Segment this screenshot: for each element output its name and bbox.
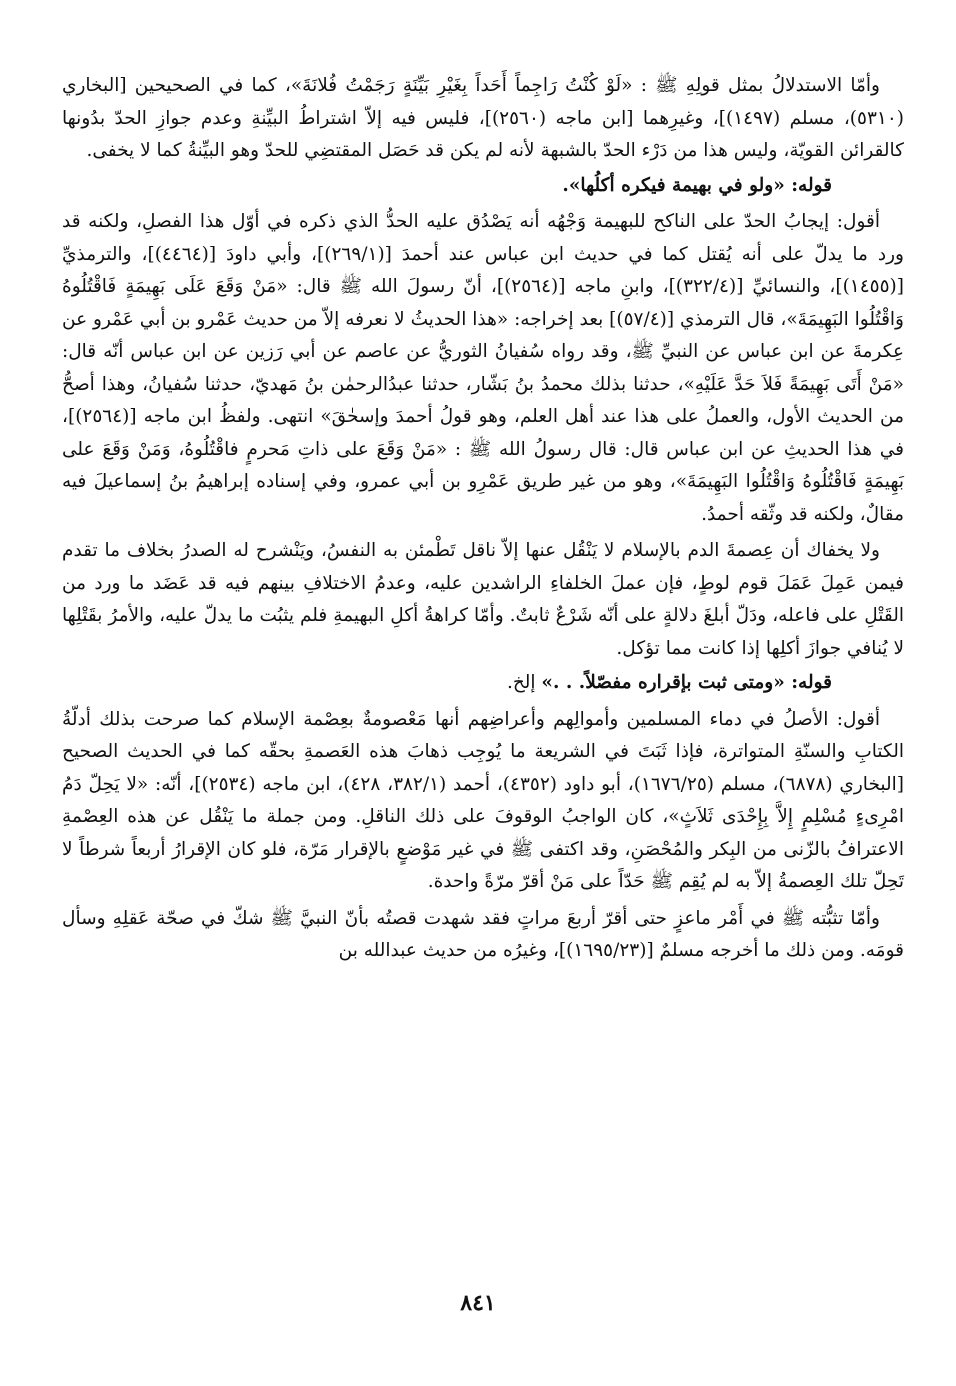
paragraph-2: أقول: إيجابُ الحدّ على الناكح للبهيمة وَجْهُه أنه يَصْدُق عليه الحدُّ الذي ذكره في أوّل هذا الفصلِ، ولكنه قد ورد ما يدلّ على أنه يُقتل كما في حديث ابن عباس عند أحمدَ [(٢٦٩/١)]، وأبي داودَ [(٤٤٦٤)]، والترمذيِّ [(١٤٥٥)]، والنسائيِّ [(٣٢٢/٤)]، وابنِ ماجه [(٢٥٦٤)]، أنّ رسولَ الله ﷺ قال: «مَنْ وَقَعَ عَلَى بَهِيمَةٍ فَاقْتُلُوهُ وَاقْتُلُوا البَهِيمَةَ»، قال الترمذي [(٥٧/٤)] بعد إخراجه: «هذا الحديثُ لا نعرفه إلاّ من حديث عَمْرو بن أبي عَمْرو عن عِكرمةَ عن ابن عباس عن النبيِّ ﷺ، وقد رواه سُفيانُ الثوريُّ عن عاصم عن أبي رَزين عن ابن عباس أنّه قال: «مَنْ أَتَى بَهِيمَةً فَلاَ حَدَّ عَلَيْهِ»، حدثنا بذلك محمدُ بنُ بَشّار، حدثنا عبدُالرحمٰن بنُ مَهديّ، حدثنا سُفيانُ، وهذا أصحُّ من الحديث الأول، والعملُ على هذا عند أهل العلم، وهو قولُ أحمدَ وإسحٰقَ» انتهى. ولفظُ ابن ماجه [(٢٥٦٤)]، في هذا الحديثِ عن ابن عباس قال: قال رسولُ الله ﷺ : «مَنْ وَقَعَ على ذاتِ مَحرمٍ فاقْتُلُوهُ، وَمَنْ وَقَعَ على بَهِيمَةٍ فَاقْتُلُوهُ وَاقْتُلُوا البَهِيمَةَ»، وهو من غير طريق عَمْرِو بن أبي عمرو، وفي إسناده إبراهيمُ بنُ إسماعيلَ فيه مقالٌ، ولكنه قد وثّقه أحمدُ. [62, 211, 904, 525]
section-heading-1 [62, 170, 904, 203]
page-number: ٨٤١ [460, 1290, 496, 1316]
paragraph-5: وأمّا تثبُّته ﷺ في أَمْر ماعزٍ حتى أقرّ أربعَ مراتٍ فقد شهدت قصتُه بأنّ النبيَّ ﷺ شكّ في صحّة عَقلِهِ وسأل قومَه. ومن ذلك ما أخرجه مسلمٌ [(١٦٩٥/٢٣)]، وغيرُه من حديث عبدالله بن [62, 907, 904, 961]
page-body [62, 70, 904, 968]
section-heading-1-text: قوله: «ولو في بهيمة فيكره أكلُها». [562, 174, 832, 196]
paragraph-3: ولا يخفاك أن عِصمةَ الدم بالإسلام لا يَنْقُل عنها إلاّ ناقل تَطْمئن به النفسُ، ويَنْشرح له الصدرُ بخلاف ما تقدم فيمن عَمِلَ عَمَلَ قوم لوطٍ، فإن عملَ الخلفاءِ الراشدين عليه، وعدمُ الاختلافِ بينهم فيه قد عَضَد ما ورد من القَتْلِ على فاعله، ودَلّ أبلغَ دلالةٍ على أنّه شَرْعٌ ثابتٌ. وأمّا كراهةُ أكلِ البهيمةِ فلم يثبُت ما يدلّ عليه، والأمرُ بقَتْلِها لا يُنافي جوازَ أكلِها إذا كانت مما تؤكل. [62, 540, 904, 659]
section-heading-2-text: قوله: «ومتى ثبت بإقراره مفصّلاً. . .» [541, 672, 832, 693]
paragraph-1: وأمّا الاستدلالُ بمثل قولِهِ ﷺ : «لَوْ كُنْتُ رَاجِماً أَحَداً بِغَيْرِ بَيِّنَةٍ رَجَمْتُ فُلانَةَ»، كما في الصحيحين [البخاري (٥٣١٠)، مسلم (١٤٩٧)]، وغيرِهما [ابن ماجه (٢٥٦٠)]، فليس فيه إلاّ اشتراطُ البيِّنةِ وعدم جوازِ الحدّ بدُونها كالقرائن القويّة، وليس هذا من دَرْء الحدّ بالشبهة لأنه لم يكن قد حَصَل المقتضِي للحدّ وهو البيِّنةُ كما لا يخفى. [62, 75, 904, 161]
section-heading-2 [62, 667, 904, 700]
paragraph-4: أقول: الأصلُ في دماء المسلمين وأموالِهم وأعراضِهم أنها مَعْصومةٌ بعِصْمة الإسلام كما صرحت بذلك أدلّةُ الكتابِ والسنّةِ المتواترة، فإذا ثَبَتَ في الشريعة ما يُوجِب ذهابَ هذه العَصمةِ بحقّه كما في الحديث الصحيح [البخاري (٦٨٧٨)، مسلم (١٦٧٦/٢٥)، أبو داود (٤٣٥٢)، أحمد (٣٨٢/١، ٤٢٨)، ابن ماجه (٢٥٣٤)]، أنّه: «لا يَحِلّ دَمُ امْرِىءٍ مُسْلِمٍ إِلاَّ بِإِحْدَى ثَلاَثٍ»، كان الواجبُ الوقوفَ على ذلك الناقلِ. ومن جملة ما يَنْقُل عن هذه العِصْمةِ الاعترافُ بالزّنى من البِكر والمُحْصَنِ، وقد اكتفى ﷺ في غير مَوْضعٍ بالإقرار مَرّة، فلو كان الإقرارُ أربعاً شرطاً لا تَحِلّ تلك العِصمةُ إلاّ به لم يُقِم ﷺ حَدّاً على مَنْ أقرّ مرّةً واحدة. [62, 708, 904, 892]
section-heading-2-tail: إلخ. [506, 672, 542, 693]
